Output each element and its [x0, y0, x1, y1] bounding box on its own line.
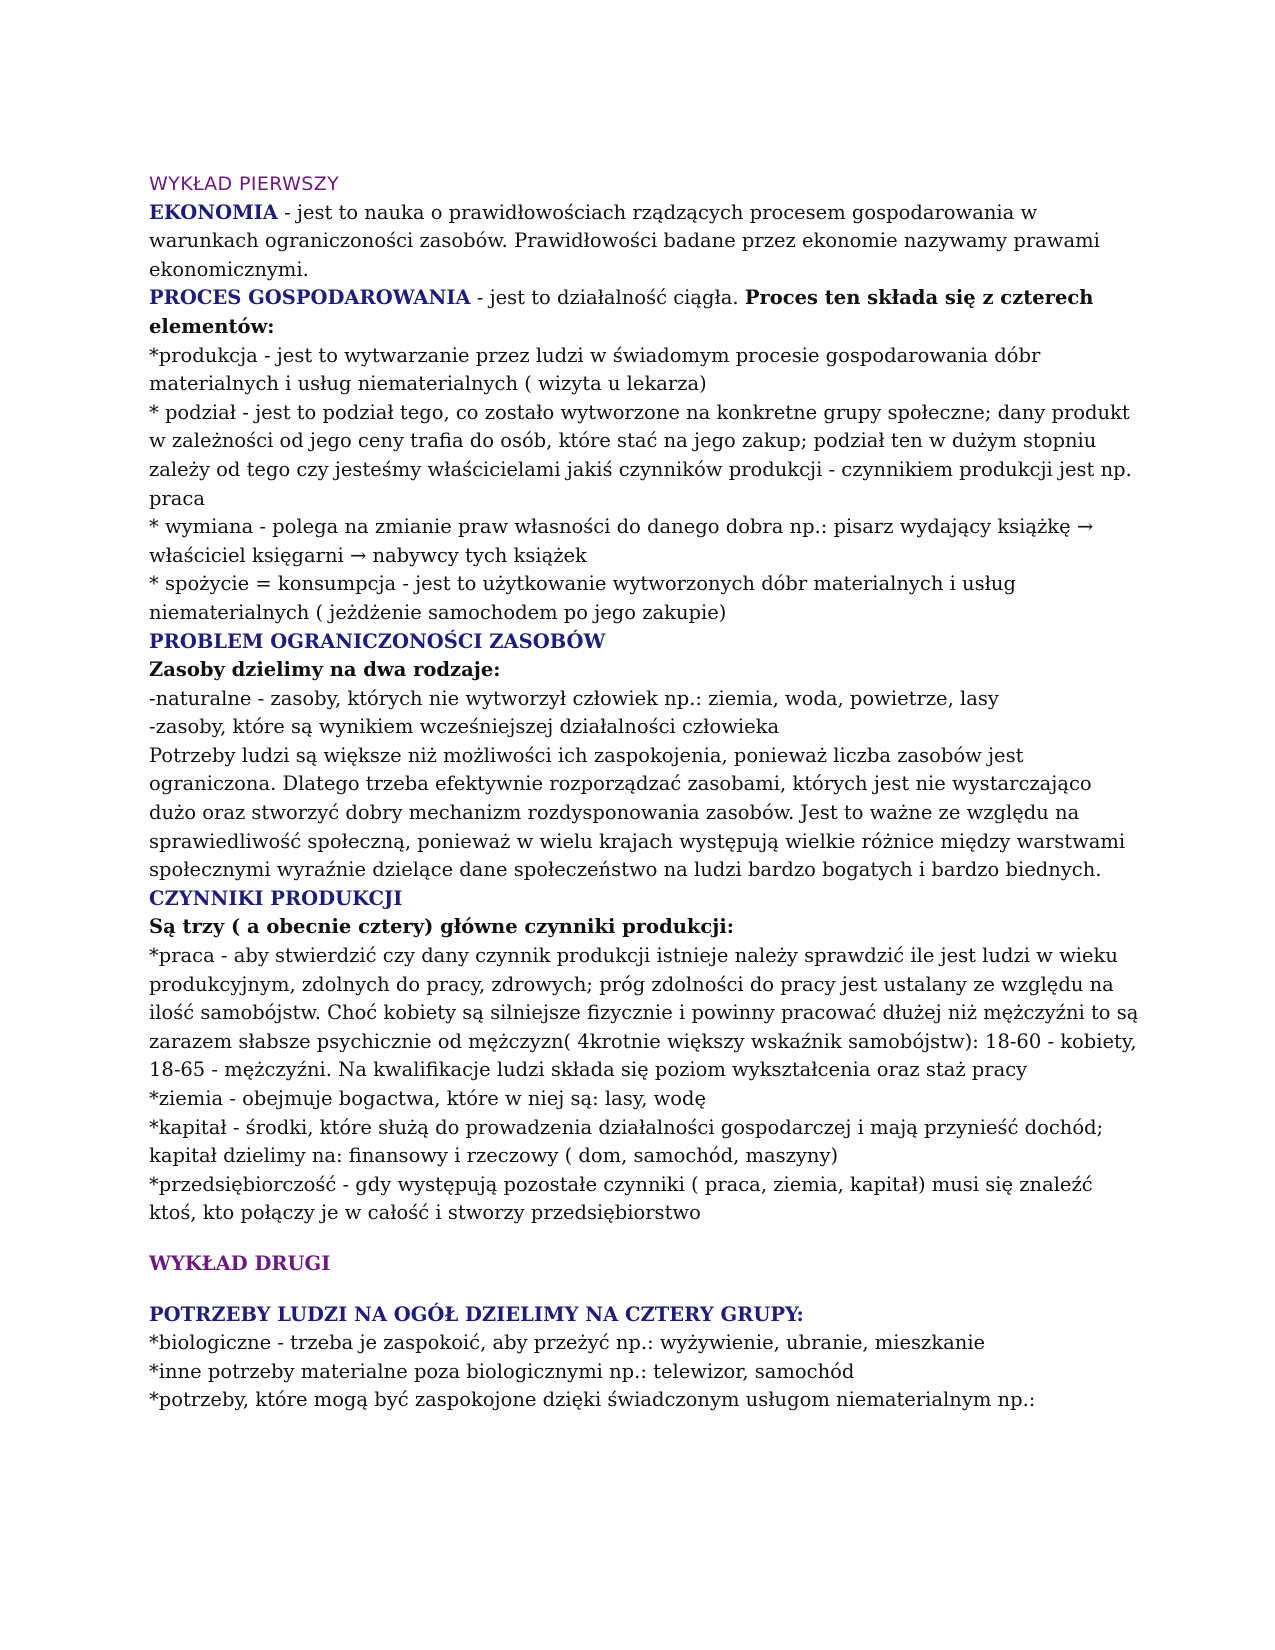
list-item: *produkcja - jest to wytwarzanie przez ludzi w świadomym procesie gospodarowania dóbr materialnych i usług niematerialnych ( wizyta u lekarza) [149, 343, 1041, 396]
list-item: * podział - jest to podział tego, co zostało wytworzone na konkretne grupy społeczne; dany produkt w zależności od jego ceny trafia do osób, które stać na jego zakup; podział ten w dużym stopniu zależy od tego czy jesteśmy właścicielami jakiś czynników produkcji - czynnikiem produkcji jest np. praca [149, 400, 1132, 510]
section-heading-zasoby: PROBLEM OGRANICZONOŚCI ZASOBÓW [149, 629, 606, 653]
lecture-title-2: WYKŁAD DRUGI [149, 1251, 331, 1275]
spacer [149, 1228, 1139, 1250]
list-item: *kapitał - środki, które służą do prowadzenia działalności gospodarczej i mają przynieść dochód; kapitał dzielimy na: finansowy i rzeczowy ( dom, samochód, maszyny) [149, 1115, 1104, 1168]
list-item: -naturalne - zasoby, których nie wytworzył człowiek np.: ziemia, woda, powietrze, lasy [149, 686, 999, 710]
list-item: *potrzeby, które mogą być zaspokojone dzięki świadczonym usługom niematerialnym np.: [149, 1388, 1036, 1412]
spacer [149, 1279, 1139, 1301]
section-subheading-czynniki: Są trzy ( a obecnie cztery) główne czynniki produkcji: [149, 915, 734, 939]
document-page [149, 170, 1139, 1415]
definition-ekonomia [149, 199, 1139, 285]
term-proces: PROCES GOSPODAROWANIA [149, 286, 471, 310]
paragraph: Potrzeby ludzi są większe niż możliwości ich zaspokojenia, ponieważ liczba zasobów jest ograniczona. Dlatego trzeba efektywnie rozporządzać zasobami, których jest nie wystarczająco dużo oraz stworzyć dobry mechanizm rozdysponowania zasobów. Jest to ważne ze względu na sprawiedliwość społeczną, ponieważ w wielu krajach występują wielkie różnice między warstwami społecznymi wyraźnie dzielące dane społeczeństwo na ludzi bardzo bogatych i bardzo biednych. [149, 743, 1126, 882]
list-item: *ziemia - obejmuje bogactwa, które w niej są: lasy, wodę [149, 1087, 707, 1110]
lecture-title-1: WYKŁAD PIERWSZY [149, 173, 340, 195]
list-item: -zasoby, które są wynikiem wcześniejszej działalności człowieka [149, 715, 780, 739]
section-heading-czynniki: CZYNNIKI PRODUKCJI [149, 886, 403, 910]
definition-ekonomia-text: - jest to nauka o prawidłowościach rządzących procesem gospodarowania w warunkach ograniczoności zasobów. Prawidłowości badane przez ekonomie nazywamy prawami ekonomicznymi. [149, 200, 1100, 281]
term-ekonomia: EKONOMIA [149, 200, 278, 224]
list-item: *inne potrzeby materialne poza biologicznymi np.: telewizor, samochód [149, 1359, 855, 1383]
list-item: *praca - aby stwierdzić czy dany czynnik produkcji istnieje należy sprawdzić ile jest ludzi w wieku produkcyjnym, zdolnych do pracy, zdrowych; próg zdolności do pracy jest ustalany ze względu na ilość samobójstw. Choć kobiety są silniejsze fizycznie i powinny pracować dłużej niż mężczyźni to są zarazem słabsze psychicznie od mężczyzn( 4krotnie większy wskaźnik samobójstw): 18-60 - kobiety, 18-65 - mężczyźni. Na kwalifikacje ludzi składa się poziom wykształcenia oraz staż pracy [149, 944, 1139, 1082]
list-item: *biologiczne - trzeba je zaspokoić, aby przeżyć np.: wyżywienie, ubranie, mieszkanie [149, 1331, 986, 1355]
list-item: *przedsiębiorczość - gdy występują pozostałe czynniki ( praca, ziemia, kapitał) musi się znaleźć ktoś, kto połączy je w całość i stworzy przedsiębiorstwo [149, 1172, 1093, 1225]
definition-proces-text: - jest to działalność ciągła. [470, 286, 745, 310]
section-heading-potrzeby: POTRZEBY LUDZI NA OGÓŁ DZIELIMY NA CZTERY GRUPY: [149, 1302, 804, 1326]
definition-proces-bold: Proces ten składa się z czterech elementów: [149, 286, 1094, 338]
list-item: * wymiana - polega na zmianie praw własności do danego dobra np.: pisarz wydający książkę → właściciel księgarni → nabywcy tych książek [149, 515, 1094, 567]
definition-proces [149, 284, 1139, 341]
list-item: * spożycie = konsumpcja - jest to użytkowanie wytworzonych dóbr materialnych i usług niematerialnych ( jeżdżenie samochodem po jego zakupie) [149, 572, 1016, 624]
section-subheading-zasoby: Zasoby dzielimy na dwa rodzaje: [149, 658, 501, 682]
